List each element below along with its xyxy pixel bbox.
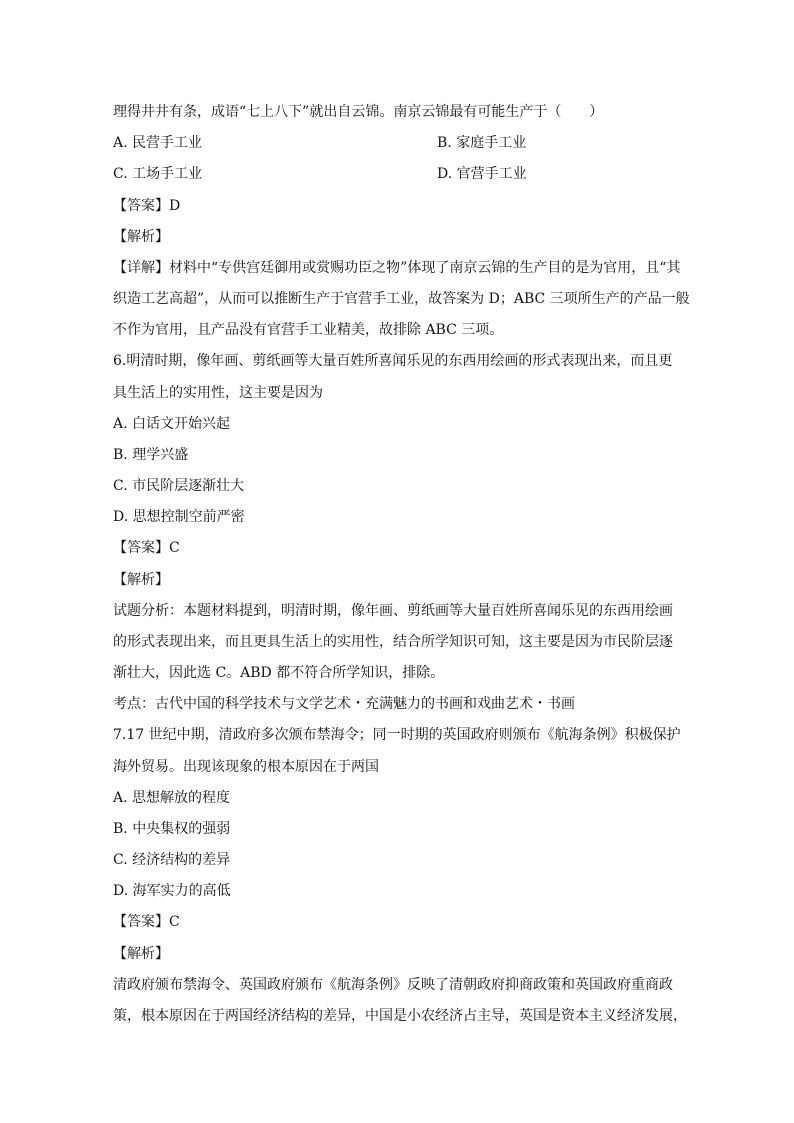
q5-answer: 【答案】D bbox=[113, 198, 181, 214]
q6-option-b: B. 理学兴盛 bbox=[113, 447, 189, 463]
q6-analysis-line-1: 试题分析：本题材料提到，明清时期，像年画、剪纸画等大量百姓所喜闻乐见的东西用绘画 bbox=[113, 603, 673, 619]
q5-analysis-line-1: 【详解】材料中“专供宫廷御用或赏赐功臣之物”体现了南京云锦的生产目的是为官用，且“其 bbox=[113, 260, 681, 276]
q6-kaodian: 考点：古代中国的科学技术与文学艺术・充满魅力的书画和戏曲艺术・书画 bbox=[113, 696, 575, 712]
q7-analysis-label: 【解析】 bbox=[113, 946, 169, 962]
q5-analysis-line-3: 不作为官用，且产品没有官营手工业精美，故排除 ABC 三项。 bbox=[113, 322, 504, 338]
q5-analysis-line-2: 织造工艺高超”，从而可以推断生产于官营手工业，故答案为 D；ABC 三项所生产的产品一般 bbox=[113, 291, 690, 307]
q6-stem-line-1: 6.明清时期，像年画、剪纸画等大量百姓所喜闻乐见的东西用绘画的形式表现出来，而且更 bbox=[113, 353, 673, 369]
q5-option-b: B. 家庭手工业 bbox=[437, 135, 527, 151]
q5-option-c: C. 工场手工业 bbox=[113, 166, 203, 182]
q6-answer: 【答案】C bbox=[113, 540, 180, 556]
q6-analysis-line-3: 渐壮大，因此选 C。ABD 都不符合所学知识，排除。 bbox=[113, 665, 445, 681]
q5-option-a: A. 民营手工业 bbox=[113, 135, 203, 151]
q7-analysis-line-2: 策，根本原因在于两国经济结构的差异，中国是小农经济占主导，英国是资本主义经济发展， bbox=[113, 1008, 687, 1024]
q7-analysis-line-1: 清政府颁布禁海令、英国政府颁布《航海条例》反映了清朝政府抑商政策和英国政府重商政 bbox=[113, 977, 673, 993]
q7-option-b: B. 中央集权的强弱 bbox=[113, 821, 231, 837]
q5-stem-tail: 理得井井有条，成语“七上八下”就出自云锦。南京云锦最有可能生产于（ ） bbox=[113, 104, 604, 120]
q6-option-c: C. 市民阶层逐渐壮大 bbox=[113, 478, 245, 494]
q5-analysis-label: 【解析】 bbox=[113, 229, 169, 245]
q7-stem-line-1: 7.17 世纪中期，清政府多次颁布禁海令；同一时期的英国政府则颁布《航海条例》积极保护 bbox=[113, 727, 681, 743]
q7-stem-line-2: 海外贸易。出现该现象的根本原因在于两国 bbox=[113, 759, 379, 775]
q7-option-c: C. 经济结构的差异 bbox=[113, 852, 231, 868]
q6-analysis-line-2: 的形式表现出来，而且更具生活上的实用性，结合所学知识可知，这主要是因为市民阶层逐 bbox=[113, 634, 673, 650]
q6-option-d: D. 思想控制空前严密 bbox=[113, 509, 245, 525]
q6-option-a: A. 白话文开始兴起 bbox=[113, 416, 231, 432]
q6-analysis-label: 【解析】 bbox=[113, 572, 169, 588]
q6-stem-line-2: 具生活上的实用性，这主要是因为 bbox=[113, 385, 323, 401]
q7-option-d: D. 海军实力的高低 bbox=[113, 883, 231, 899]
q7-option-a: A. 思想解放的程度 bbox=[113, 790, 231, 806]
q7-answer: 【答案】C bbox=[113, 914, 180, 930]
q5-option-d: D. 官营手工业 bbox=[437, 166, 527, 182]
